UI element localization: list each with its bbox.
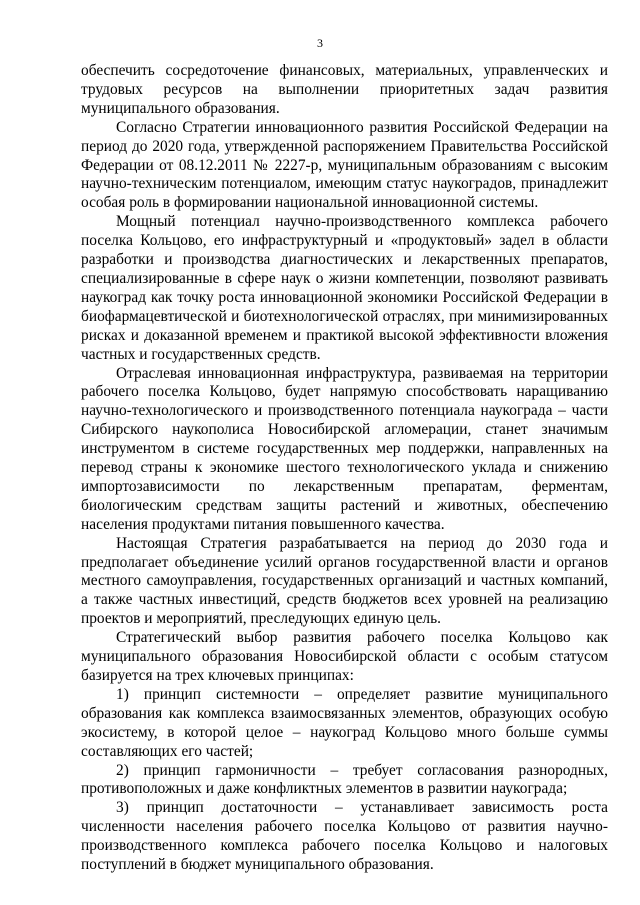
- document-body: [81, 62, 608, 875]
- paragraph-continuation: обеспечить сосредоточение финансовых, материальных, управленческих и трудовых ресурсов на выполнении приоритетных задач развития муниципального образования.: [81, 62, 608, 117]
- principle-harmony: 2) принцип гармоничности – требует согласования разнородных, противоположных и даже конфликтных элементов в развитии наукограда;: [81, 761, 608, 798]
- paragraph-scientific-potential: Мощный потенциал научно-производственного комплекса рабочего поселка Кольцово, его инфраструктурный и «продуктовый» задел в области разработки и производства диагностических и лекарственных препаратов, специализированные в сфере наук о жизни компетенции, позволяют развивать наукоград как точку роста инновационной экономики Российской Федерации в биофармацевтической и биотехнологической отраслях, при минимизированных рисках и доказанной временем и практикой высокой эффективности вложения частных и государственных средств.: [81, 213, 608, 363]
- page-number: 3: [317, 36, 323, 50]
- principle-systemic: 1) принцип системности – определяет развитие муниципального образования как комплекса взаимосвязанных элементов, образующих особую экосистему, в которой целое – наукоград Кольцово много больше суммы составляющих его частей;: [81, 685, 608, 760]
- paragraph-innovation-strategy: Согласно Стратегии инновационного развития Российской Федерации на период до 2020 года, утвержденной распоряжением Правительства Российской Федерации от 08.12.2011 № 2227-р, муниципальным образованиям с высоким научно-техническим потенциалом, имеющим статус наукоградов, принадлежит особая роль в формировании национальной инновационной системы.: [81, 118, 608, 212]
- paragraph-key-principles-intro: Стратегический выбор развития рабочего поселка Кольцово как муниципального образования Новосибирской области с особым статусом базируется на трех ключевых принципах:: [81, 629, 608, 684]
- paragraph-industry-infrastructure: Отраслевая инновационная инфраструктура, развиваемая на территории рабочего поселка Кольцово, будет напрямую способствовать наращиванию научно-технологического и производственного потенциала наукограда – части Сибирского наукополиса Новосибирской агломерации, станет значимым инструментом в системе государственных мер поддержки, направленных на перевод страны к экономике шестого технологического уклада и снижению импортозависимости по лекарственным препаратам, ферментам, биологическим средствам защиты растений и животных, обеспечению населения продуктами питания повышенного качества.: [81, 364, 608, 533]
- principle-sufficiency: 3) принцип достаточности – устанавливает зависимость роста численности населения рабочего поселка Кольцово от развития научно-производственного комплекса рабочего поселка Кольцово и налоговых поступлений в бюджет муниципального образования.: [81, 799, 608, 874]
- paragraph-strategy-period: Настоящая Стратегия разрабатывается на период до 2030 года и предполагает объединение усилий органов государственной власти и органов местного самоуправления, государственных организаций и частных компаний, а также частных инвестиций, средств бюджетов всех уровней на реализацию проектов и мероприятий, преследующих единую цель.: [81, 534, 608, 628]
